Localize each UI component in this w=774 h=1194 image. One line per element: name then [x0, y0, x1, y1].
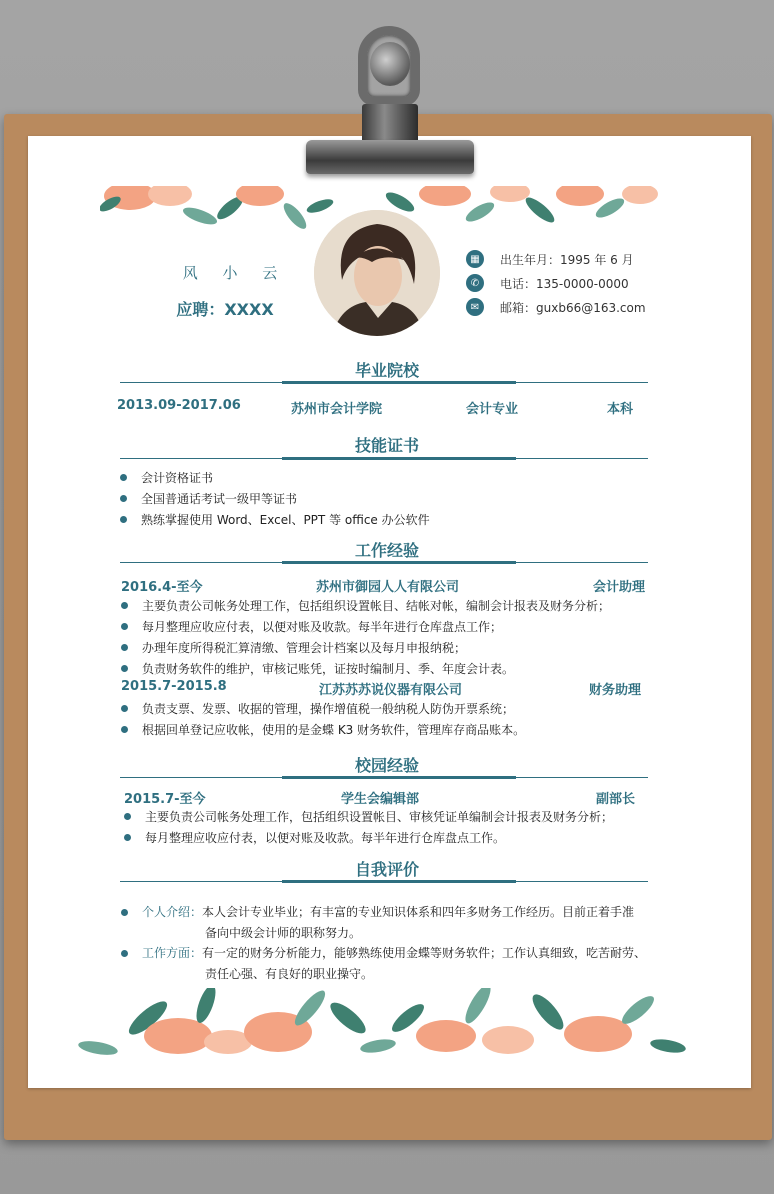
applicant-name: 风 小 云	[182, 264, 288, 282]
job-duty: 每月整理应收应付表，以便对账及收款。每半年进行仓库盘点工作；	[121, 618, 502, 635]
section-title-self: 自我评价	[354, 860, 419, 879]
birth-info	[466, 250, 634, 268]
profile-photo	[314, 210, 440, 336]
job-duty: 根据回单登记应收帐，使用的是金蝶 K3 财务软件，管理库存商品账本。	[121, 721, 525, 738]
bullet-dot	[121, 602, 128, 609]
work-line1: 有一定的财务分析能力，能够熟练使用金蝶等财务软件；工作认真细致，吃苦耐劳、	[202, 946, 647, 960]
bottom-floral-decoration	[78, 988, 688, 1058]
bullet-dot	[121, 644, 128, 651]
section-title-work: 工作经验	[354, 541, 419, 560]
job-duty: 主要负责公司帐务处理工作，包括组织设置帐目、结帐对帐，编制会计报表及财务分析；	[121, 597, 610, 614]
job-period: 2016.4-至今	[121, 580, 203, 595]
job-role: 财务助理	[589, 683, 642, 698]
section-rule-accent	[282, 381, 516, 384]
edu-major: 会计专业	[466, 402, 519, 417]
skill-item: 会计资格证书	[120, 469, 213, 486]
email-info	[466, 298, 646, 316]
clip-base	[306, 140, 474, 174]
bullet-dot	[121, 950, 128, 957]
applied-position: 应聘：XXXX	[176, 300, 274, 319]
email-text: 邮箱：guxb66@163.com	[500, 300, 646, 315]
bullet-dot	[121, 726, 128, 733]
campus-period: 2015.7-至今	[124, 792, 206, 807]
job-duty: 负责财务软件的维护，审核记账凭，证按时编制月、季、年度会计表。	[121, 660, 514, 677]
phone-text: 电话：135-0000-0000	[500, 276, 629, 291]
bullet-dot	[121, 705, 128, 712]
intro-line1: 本人会计专业毕业；有丰富的专业知识体系和四年多财务工作经历。目前正着手准	[202, 905, 635, 919]
edu-school: 苏州市会计学院	[291, 402, 383, 417]
mail-icon: ✉	[466, 298, 484, 316]
self-intro	[121, 902, 634, 944]
bullet-dot	[120, 495, 127, 502]
campus-duty: 主要负责公司帐务处理工作，包括组织设置帐目、审核凭证单编制会计报表及财务分析；	[124, 808, 613, 825]
bullet-dot	[121, 623, 128, 630]
phone-info	[466, 274, 629, 292]
job-company: 江苏苏苏说仪器有限公司	[319, 683, 463, 698]
intro-line2: 备向中级会计师的职称努力。	[205, 926, 362, 940]
job-period: 2015.7-2015.8	[121, 679, 227, 694]
section-rule-accent	[282, 457, 516, 460]
bullet-dot	[121, 909, 128, 916]
phone-icon: ✆	[466, 274, 484, 292]
edu-period: 2013.09-2017.06	[117, 398, 241, 413]
job-duty: 办理年度所得税汇算清缴、管理会计档案以及每月申报纳税；	[121, 639, 466, 656]
self-work	[121, 943, 646, 985]
calendar-icon: ▦	[466, 250, 484, 268]
birth-text: 出生年月：1995 年 6 月	[500, 252, 634, 267]
bullet-dot	[121, 665, 128, 672]
section-rule-accent	[282, 776, 516, 779]
campus-org: 学生会编辑部	[341, 792, 420, 807]
section-title-skills: 技能证书	[354, 436, 419, 455]
section-rule-accent	[282, 561, 516, 564]
campus-role: 副部长	[596, 792, 636, 807]
bullet-dot	[120, 516, 127, 523]
bullet-dot	[124, 813, 131, 820]
bullet-dot	[124, 834, 131, 841]
edu-degree: 本科	[607, 402, 634, 417]
portrait-illustration	[314, 210, 440, 336]
section-title-campus: 校园经验	[354, 756, 419, 775]
work-line2: 责任心强、有良好的职业操守。	[205, 967, 374, 981]
binder-clip	[300, 20, 480, 180]
intro-label: 个人介绍：	[142, 905, 203, 919]
job-company: 苏州市御园人人有限公司	[316, 580, 460, 595]
work-label: 工作方面：	[142, 946, 203, 960]
bullet-dot	[120, 474, 127, 481]
campus-duty: 每月整理应收应付表，以便对账及收款。每半年进行仓库盘点工作。	[124, 829, 505, 846]
clip-ring-shine	[370, 42, 410, 86]
job-role: 会计助理	[593, 580, 646, 595]
skill-item: 熟练掌握使用 Word、Excel、PPT 等 office 办公软件	[120, 511, 430, 528]
skill-item: 全国普通话考试一级甲等证书	[120, 490, 297, 507]
section-rule-accent	[282, 880, 516, 883]
section-title-education: 毕业院校	[354, 361, 419, 380]
job-duty: 负责支票、发票、收据的管理，操作增值税一般纳税人防伪开票系统；	[121, 700, 514, 717]
